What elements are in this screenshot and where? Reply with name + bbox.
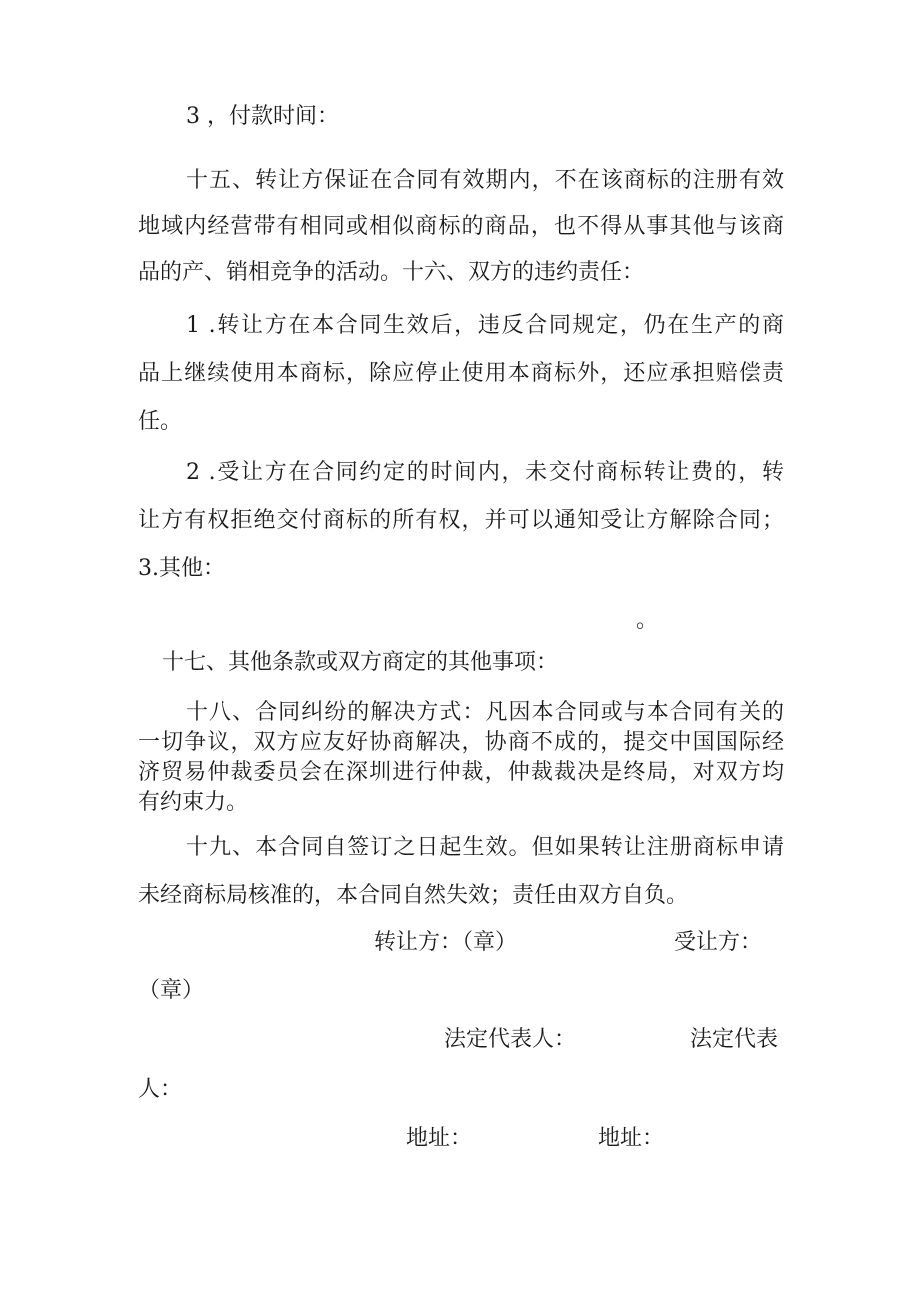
clause-18-line-2: 一切争议，双方应友好协商解决，协商不成的，提交中国国际经 bbox=[138, 730, 784, 755]
clause-16-item-3: 3.其他： bbox=[138, 556, 225, 581]
legal-representative-2-cont: 人： bbox=[138, 1077, 183, 1102]
legal-representative-1: 法定代表人： bbox=[444, 1027, 577, 1052]
transferee-seal: （章） bbox=[138, 978, 205, 1003]
clause-18-line-4: 有约束力。 bbox=[138, 790, 249, 815]
clause-18-line-3: 济贸易仲裁委员会在深圳进行仲裁，仲裁裁决是终局，对双方均 bbox=[138, 760, 784, 785]
clause-19-line-2: 未经商标局核准的，本合同自然失效；责任由双方自负。 bbox=[138, 883, 689, 908]
transferor-seal: 转让方：（章） bbox=[374, 930, 518, 955]
clause-16-item-1-line-1: 1 .转让方在本合同生效后，违反合同规定，仍在生产的商 bbox=[186, 313, 784, 338]
clause-19-line-1: 十九、本合同自签订之日起生效。但如果转让注册商标申请 bbox=[186, 835, 784, 860]
address-2: 地址： bbox=[598, 1126, 665, 1151]
clause-17: 十七、其他条款或双方商定的其他事项： bbox=[162, 650, 559, 675]
legal-representative-2: 法定代表 bbox=[690, 1027, 779, 1052]
clause-15-line-3: 品的产、销相竞争的活动。十六、双方的违约责任： bbox=[138, 260, 645, 285]
clause-16-item-1-line-3: 任。 bbox=[138, 409, 183, 434]
transferee-label: 受让方： bbox=[674, 930, 763, 955]
clause-15-line-1: 十五、转让方保证在合同有效期内，不在该商标的注册有效 bbox=[186, 168, 784, 193]
clause-18-line-1: 十八、合同纠纷的解决方式：凡因本合同或与本合同有关的 bbox=[186, 700, 784, 725]
clause-16-item-2-line-2: 让方有权拒绝交付商标的所有权，并可以通知受让方解除合同； bbox=[138, 508, 784, 533]
clause-16-item-1-line-2: 品上继续使用本商标，除应停止使用本商标外，还应承担赔偿责 bbox=[138, 361, 784, 386]
blank-period: 。 bbox=[636, 608, 659, 633]
clause-16-item-2-line-1: 2 .受让方在合同约定的时间内，未交付商标转让费的，转 bbox=[186, 460, 784, 485]
clause-15-line-2: 地域内经营带有相同或相似商标的商品，也不得从事其他与该商 bbox=[138, 214, 784, 239]
payment-time-clause: 3 ，付款时间： bbox=[186, 104, 339, 129]
address-1: 地址： bbox=[406, 1126, 473, 1151]
